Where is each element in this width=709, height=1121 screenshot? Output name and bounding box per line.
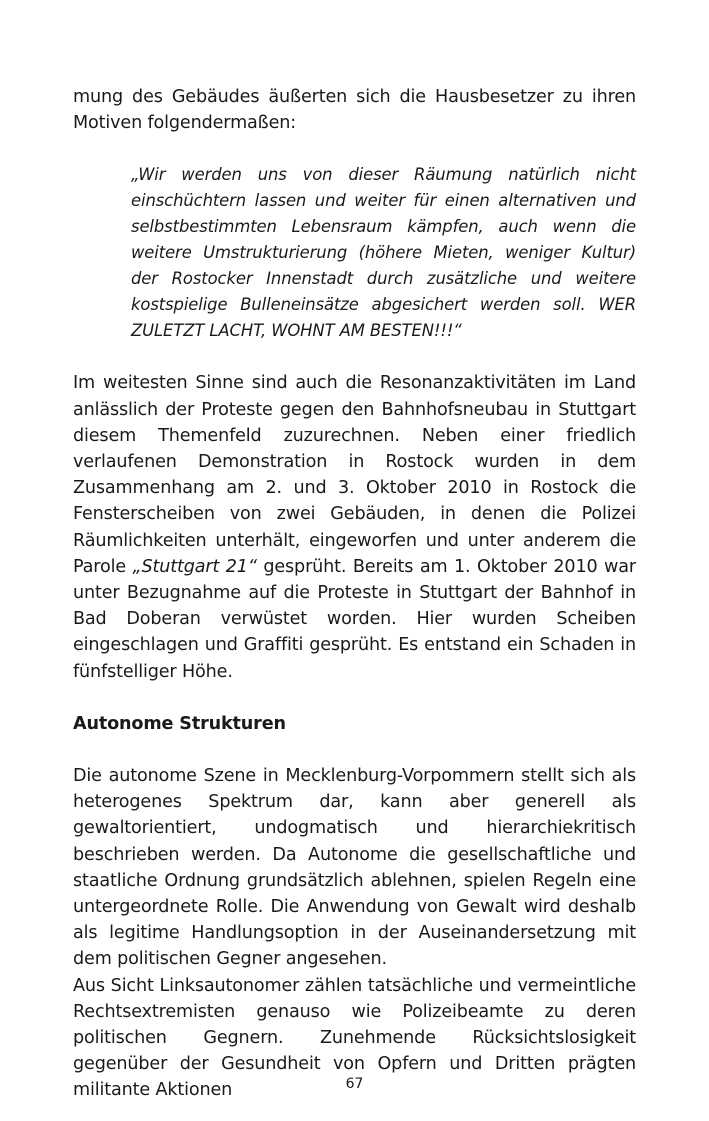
spacer [73, 685, 636, 711]
resonance-paragraph [73, 370, 636, 684]
spacer [73, 136, 636, 162]
spacer [73, 344, 636, 370]
resonance-text-before: Im weitesten Sinne sind auch die Resonanzaktivitäten im Land anlässlich der Proteste gegen den Bahnhofsneubau in Stuttgart diesem Themenfeld zuzurechnen. Neben einer friedlich verlaufenen Demonstration in Rostock wurden in dem Zusammenhang am 2. und 3. Oktober 2010 in Rostock die Fensterscheiben von zwei Gebäuden, in denen die Polizei Räumlichkeiten unterhält, eingeworfen und unter anderem die Parole [73, 373, 636, 577]
stuttgart-slogan: „Stuttgart 21“ [132, 556, 257, 577]
intro-paragraph: mung des Gebäudes äußerten sich die Hausbesetzer zu ihren Motiven folgendermaßen: [73, 87, 636, 134]
page-number: 67 [345, 1076, 364, 1092]
block-quote [131, 162, 636, 344]
section-heading: Autonome Strukturen [73, 713, 286, 734]
autonome-paragraph-2: Aus Sicht Linksautonomer zählen tatsächliche und vermeintliche Rechtsextremisten genauso wie Polizeibeamte zu deren politischen Gegnern. Zunehmende Rücksichtslosigkeit gegenüber der Gesundheit von Opfern und Dritten prägten militante Aktionen [73, 975, 636, 1101]
resonance-text-after: gesprüht. Bereits am 1. Oktober 2010 war unter Bezugnahme auf die Proteste in Stuttgart der Bahnhof in Bad Doberan verwüstet worden. Hier wurden Scheiben eingeschlagen und Graffiti gesprüht. Es entstand ein Schaden in fünfstelliger Höhe. [73, 556, 636, 682]
spacer [73, 737, 636, 763]
autonome-paragraph-1: Die autonome Szene in Mecklenburg-Vorpommern stellt sich als heterogenes Spektrum dar, kann aber generell als gewaltorientiert, undogmatisch und hierarchiekritisch beschrieben werden. Da Autonome die gesellschaftliche und staatliche Ordnung grundsätzlich ablehnen, spielen Regeln eine untergeordnete Rolle. Die Anwendung von Gewalt wird deshalb als legitime Handlungsoption in der Auseinandersetzung mit dem politischen Gegner angesehen. [73, 766, 636, 970]
document-page [73, 84, 636, 1104]
quote-text: „Wir werden uns von dieser Räumung natürlich nicht einschüchtern lassen und weiter für einen alternativen und selbstbestimmten Lebensraum kämpfen, auch wenn die weitere Umstrukturierung (höhere Mieten, weniger Kultur) der Rostocker Innenstadt durch zusätzliche und weitere kostspielige Bulleneinsätze abgesichert werden soll. WER ZULETZT LACHT, WOHNT AM BESTEN!!!“ [131, 165, 636, 341]
